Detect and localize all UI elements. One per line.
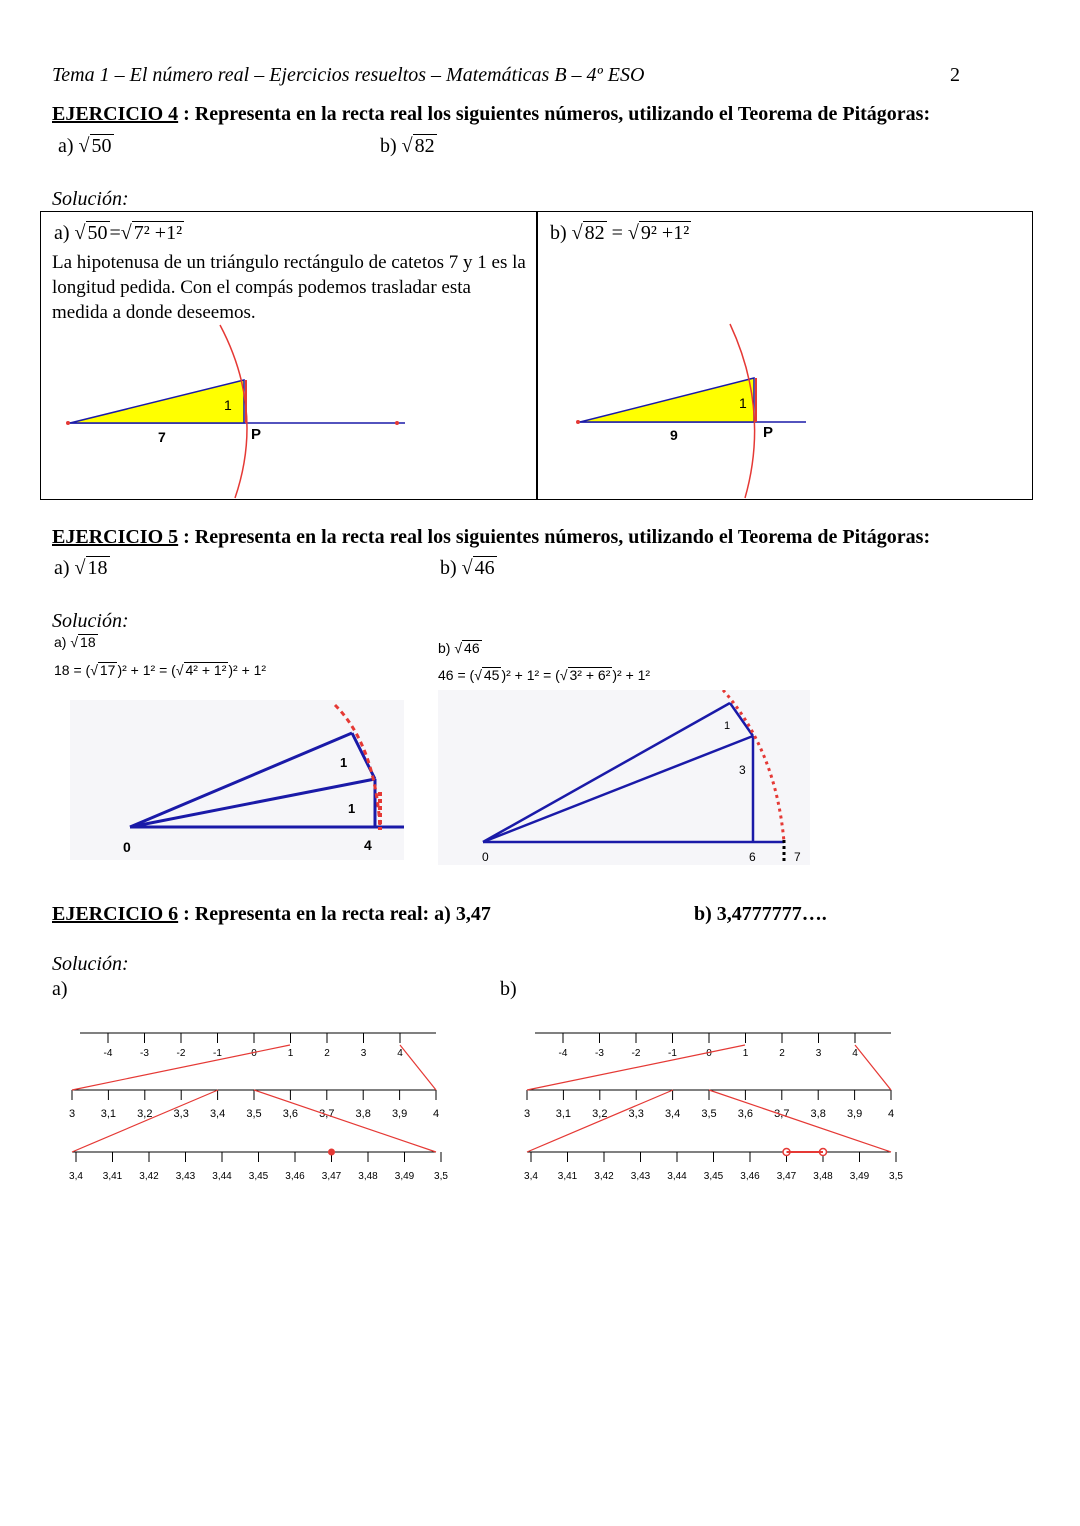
ex4b-origin-dot xyxy=(576,420,580,424)
row2-tick-label: 3 xyxy=(68,1108,76,1120)
ex5-title xyxy=(52,526,930,549)
row3-tick-label: 3,5 xyxy=(889,1171,903,1182)
ex4-figure-b xyxy=(570,320,830,500)
ex5a-bg xyxy=(70,700,404,860)
ex5-b-label: b) xyxy=(440,557,457,579)
row3-tick-label: 3,48 xyxy=(813,1171,833,1182)
row1-tick-label: -1 xyxy=(213,1048,222,1059)
ex5-solution-label: Solución: xyxy=(52,610,129,632)
ex4-sol-b-rhs: 9² +1² xyxy=(640,222,690,244)
ex4b-point-label: P xyxy=(763,424,774,441)
zoom-line-2b xyxy=(709,1090,891,1152)
ex5a-one-b: 1 xyxy=(348,801,356,816)
ex4-sol-b-label: b) xyxy=(550,222,567,244)
ex6-b-label: b) xyxy=(500,978,517,1000)
ex4-item-b: b) √ 82 xyxy=(380,135,435,157)
row3-tick-label: 3,44 xyxy=(212,1171,232,1182)
zoom-line-2b xyxy=(254,1090,436,1152)
row2-tick-label: 3,9 xyxy=(846,1108,863,1120)
row3-tick-label: 3,4 xyxy=(524,1171,538,1182)
ex4-box-divider xyxy=(536,211,538,500)
row1-tick-label: -4 xyxy=(558,1048,568,1059)
ex5-item-a: a) √ 18 xyxy=(54,557,108,579)
ex5-item-b: b) √ 46 xyxy=(440,557,495,579)
row1-tick-label: 4 xyxy=(397,1048,403,1059)
ex5b-six: 6 xyxy=(749,850,756,864)
ex5-a-label: a) xyxy=(54,557,70,579)
zoom-line-1b xyxy=(400,1045,436,1090)
ex5a-origin: 0 xyxy=(123,839,131,855)
ex4-sol-b-formula: b) √ 82 = √ 9² +1² xyxy=(550,222,690,244)
ex6-solution-label: Solución: xyxy=(52,953,129,975)
ex4-b-radicand: 82 xyxy=(414,135,435,157)
row2-tick-label: 3,6 xyxy=(282,1108,299,1120)
row1-tick-label: -4 xyxy=(103,1048,113,1059)
ex4-sol-a-text: La hipotenusa de un triángulo rectángulo de catetos 7 y 1 es la longitud pedida. Con el compás podemos trasladar esta medida a donde deseemos. xyxy=(52,252,526,323)
row2-tick-label: 3,5 xyxy=(701,1108,717,1120)
ex5-sol-b-equation: 46 = (√ 45 )² + 1² = (√ 3² + 6² )² + 1² xyxy=(438,667,651,683)
row3-tick-label: 3,45 xyxy=(248,1171,269,1182)
row3-tick-label: 3,44 xyxy=(667,1171,687,1182)
row3-tick-label: 3,41 xyxy=(102,1171,123,1182)
row1-tick-label: 1 xyxy=(742,1048,749,1059)
ex4-item-a: a) √ 50 xyxy=(58,135,112,157)
ex6-b-text: b) 3,4777777…. xyxy=(694,903,827,925)
ex4-sol-a-rhs: 7² +1² xyxy=(133,222,183,244)
ex5-sol-a-head: a) √ 18 xyxy=(54,634,96,650)
row3-tick-label: 3,43 xyxy=(175,1171,196,1182)
row1-tick-label: 3 xyxy=(360,1048,367,1059)
ex6-figure-a xyxy=(60,1025,460,1190)
page-header-title: Tema 1 – El número real – Ejercicios resueltos – Matemáticas B – 4º ESO xyxy=(52,64,645,86)
ex5-a-radicand: 18 xyxy=(87,557,108,579)
ex4b-triangle xyxy=(580,378,754,422)
ex5-sol-a-radicand: 18 xyxy=(80,634,96,650)
ex4a-point-label: P xyxy=(251,426,262,443)
row1-tick-label: 0 xyxy=(251,1048,257,1059)
row3-tick-label: 3,49 xyxy=(849,1171,870,1182)
ex5-title-label: EJERCICIO 5 xyxy=(52,526,179,548)
row2-tick-label: 3,5 xyxy=(246,1108,262,1120)
row1-tick-label: 1 xyxy=(287,1048,294,1059)
point-3-47 xyxy=(328,1149,335,1156)
row2-tick-label: 3,3 xyxy=(173,1108,189,1120)
ex4a-leg-label: 7 xyxy=(158,429,166,445)
ex4-sol-a-formula: a) √ 50 =√ 7² +1² xyxy=(54,222,183,244)
ex4-a-label: a) xyxy=(58,135,74,157)
row1-tick-label: 0 xyxy=(706,1048,712,1059)
row3-tick-label: 3,46 xyxy=(740,1171,760,1182)
ex5-sol-a-label: a) xyxy=(54,634,67,650)
row3-tick-label: 3,41 xyxy=(557,1171,578,1182)
row2-tick-label: 3,1 xyxy=(555,1108,572,1120)
page-number: 2 xyxy=(950,64,960,86)
ex5-sol-b-head: b) √ 46 xyxy=(438,640,480,656)
ex5-sol-a-eq-mid: 17 xyxy=(99,662,116,678)
ex6-figure-b xyxy=(515,1025,915,1190)
row1-tick-label: 4 xyxy=(852,1048,858,1059)
ex5b-three: 3 xyxy=(739,763,746,777)
ex5-figure-b xyxy=(438,690,810,868)
row3-tick-label: 3,42 xyxy=(139,1171,159,1182)
ex4b-leg-label: 9 xyxy=(670,427,678,443)
row3-tick-label: 3,47 xyxy=(321,1171,342,1182)
row3-tick-label: 3,5 xyxy=(434,1171,448,1182)
ex5-sol-a-equation: 18 = (√ 17 )² + 1² = (√ 4² + 1² )² + 1² xyxy=(54,662,267,678)
ex4-sol-a-label: a) xyxy=(54,222,70,244)
ex4a-side-label: 1 xyxy=(224,397,232,413)
ex5-sol-b-eq-inner: 3² + 6² xyxy=(569,667,611,683)
ex5-sol-b-radicand: 46 xyxy=(464,640,480,656)
row1-tick-label: -3 xyxy=(595,1048,604,1059)
row1-tick-label: -2 xyxy=(176,1048,186,1059)
row1-tick-label: 3 xyxy=(815,1048,822,1059)
row2-tick-label: 3,7 xyxy=(319,1108,335,1120)
row2-tick-label: 4 xyxy=(432,1108,440,1120)
zoom-line-1b xyxy=(855,1045,891,1090)
ex4-title xyxy=(52,103,930,126)
row2-tick-label: 3,4 xyxy=(209,1108,226,1120)
row3-tick-label: 3,45 xyxy=(703,1171,724,1182)
ex4-solution-label: Solución: xyxy=(52,188,129,210)
row3-tick-label: 3,49 xyxy=(394,1171,415,1182)
ex6-title xyxy=(52,903,491,926)
row3-tick-label: 3,46 xyxy=(285,1171,305,1182)
ex5-sol-b-eq-lhs: 46 = xyxy=(438,667,466,683)
row2-tick-label: 4 xyxy=(887,1108,895,1120)
row2-tick-label: 3,7 xyxy=(774,1108,790,1120)
ex5-figure-a xyxy=(70,700,410,865)
ex6-a-label: a) xyxy=(52,978,68,1000)
row2-tick-label: 3,2 xyxy=(592,1108,608,1120)
ex4-title-text: : Representa en la recta real los siguientes números, utilizando el Teorema de Pitágoras: xyxy=(178,103,931,125)
ex4-sol-a-radicand: 50 xyxy=(87,222,108,244)
ex5-sol-a-eq-inner: 4² + 1² xyxy=(185,662,227,678)
row2-tick-label: 3 xyxy=(523,1108,531,1120)
row2-tick-label: 3,8 xyxy=(810,1108,826,1120)
ex4-a-radicand: 50 xyxy=(91,135,112,157)
ex4-figure-a xyxy=(60,320,420,500)
row2-tick-label: 3,4 xyxy=(664,1108,681,1120)
ex4-b-label: b) xyxy=(380,135,397,157)
ex5-sol-b-label: b) xyxy=(438,640,451,656)
ex5a-one-a: 1 xyxy=(340,755,348,770)
row1-tick-label: -1 xyxy=(668,1048,677,1059)
row3-tick-label: 3,43 xyxy=(630,1171,651,1182)
ex5b-origin: 0 xyxy=(482,850,489,864)
row2-tick-label: 3,9 xyxy=(391,1108,408,1120)
row3-tick-label: 3,42 xyxy=(594,1171,614,1182)
row1-tick-label: -2 xyxy=(631,1048,641,1059)
row3-tick-label: 3,47 xyxy=(776,1171,797,1182)
ex5b-one: 1 xyxy=(724,720,731,732)
row1-tick-label: 2 xyxy=(779,1048,785,1059)
row1-tick-label: 2 xyxy=(324,1048,330,1059)
row2-tick-label: 3,2 xyxy=(137,1108,153,1120)
ex5-sol-b-eq-mid: 45 xyxy=(483,667,500,683)
ex4-sol-b-radicand: 82 xyxy=(584,222,605,244)
row1-tick-label: -3 xyxy=(140,1048,149,1059)
ex4a-origin-dot xyxy=(66,421,70,425)
ex4a-end-dot xyxy=(395,421,399,425)
row2-tick-label: 3,3 xyxy=(628,1108,644,1120)
ex5a-end: 4 xyxy=(364,837,372,853)
ex5-title-text: : Representa en la recta real los siguientes números, utilizando el Teorema de Pitágoras: xyxy=(178,526,931,548)
ex6-title-label: EJERCICIO 6 xyxy=(52,903,179,925)
ex5-b-radicand: 46 xyxy=(474,557,495,579)
row3-tick-label: 3,48 xyxy=(358,1171,378,1182)
ex6-title-text: : Representa en la recta real: a) 3,47 xyxy=(178,903,491,925)
row2-tick-label: 3,1 xyxy=(100,1108,117,1120)
ex5b-seven: 7 xyxy=(794,850,801,864)
ex5-sol-a-eq-lhs: 18 = xyxy=(54,662,82,678)
row3-tick-label: 3,4 xyxy=(69,1171,83,1182)
row2-tick-label: 3,6 xyxy=(737,1108,754,1120)
ex4b-side-label: 1 xyxy=(739,395,747,411)
ex4-title-label: EJERCICIO 4 xyxy=(52,103,179,125)
ex4a-triangle xyxy=(70,380,244,423)
row2-tick-label: 3,8 xyxy=(355,1108,371,1120)
